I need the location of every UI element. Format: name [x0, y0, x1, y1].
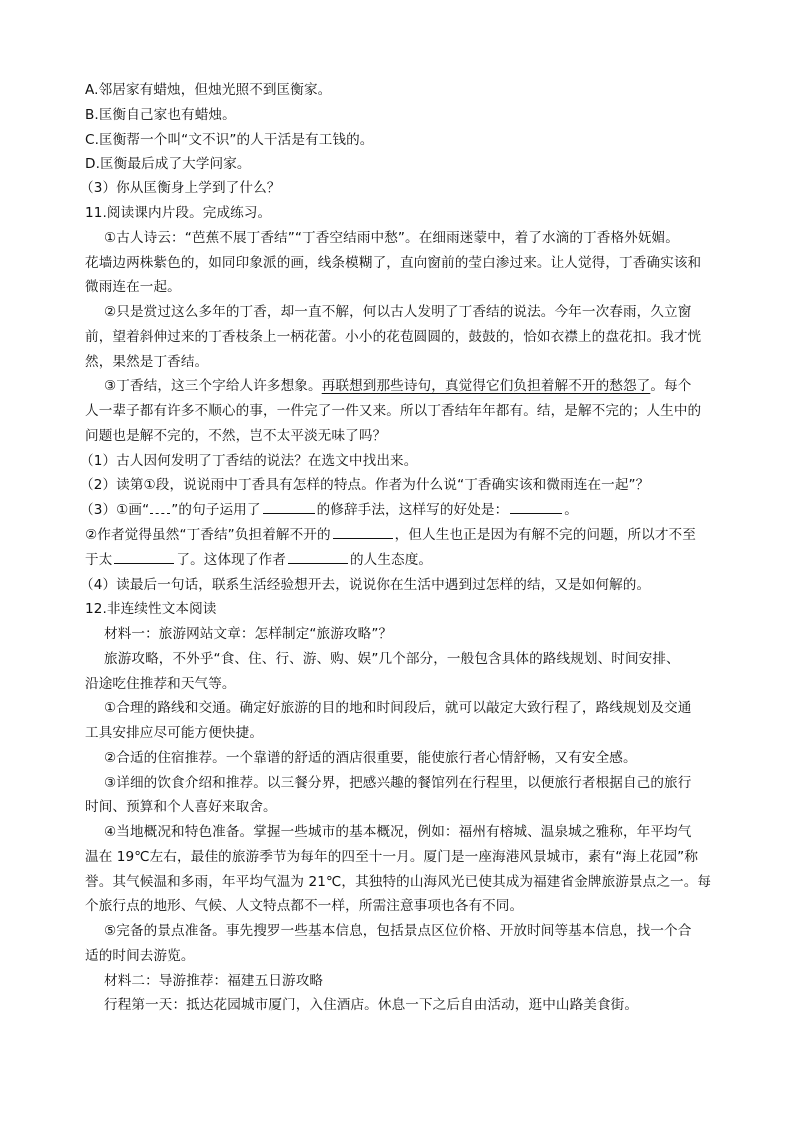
- answer-blank[interactable]: [288, 549, 348, 564]
- q11-sub3-line2: [85, 523, 696, 547]
- q12-material1-title: 材料一：旅游网站文章：怎样制定“旅游攻略”？: [104, 626, 393, 642]
- wavy-underline-mark: [150, 501, 170, 514]
- answer-blank[interactable]: [333, 524, 393, 539]
- q10-option-d: D.匡衡最后成了大学问家。: [85, 156, 251, 172]
- q11-p3-line3: 问题也是解不完的，不然，岂不太平淡无味了吗？: [85, 428, 387, 444]
- q12-title: 12.非连续性文本阅读: [85, 601, 217, 617]
- q11-sub1: （1）古人因何发明了丁香结的说法？在选文中找出来。: [80, 453, 418, 469]
- q11-p3-line2: 人一辈子都有许多不顺心的事，一件完了一件又来。所以丁香结年年都有。结，是解不完的；人生中的: [85, 403, 702, 419]
- q11-sub4: （4）读最后一句话，联系生活经验想开去，说说你在生活中遇到过怎样的结，又是如何解的。: [80, 577, 651, 593]
- q10-option-b: B.匡衡自己家也有蜡烛。: [85, 107, 236, 123]
- q11-p2-line2: 前，望着斜伸过来的丁香枝条上一柄花蕾。小小的花苞圆圆的，鼓鼓的，恰如衣襟上的盘花扣。我才恍: [85, 329, 702, 345]
- q10-option-a: A.邻居家有蜡烛，但烛光照不到匡衡家。: [85, 82, 332, 98]
- q12-p5-line1: ⑤完备的景点准备。事先搜罗一些基本信息，包括景点区位价格、开放时间等基本信息，找一个合: [104, 923, 692, 939]
- q11-p3-post: 。每个: [650, 378, 692, 394]
- q11-sub3-line3: [85, 548, 432, 572]
- q11-sub3-3-text-a: 于太: [85, 552, 113, 568]
- q11-p3-underlined-sentence: 再联想到那些诗句，真觉得它们负担着解不开的愁怨了: [321, 378, 651, 394]
- q12-p2: ②合适的住宿推荐。一个靠谱的舒适的酒店很重要，能使旅行者心情舒畅，又有安全感。: [104, 750, 637, 766]
- q11-sub3-text-d: 。: [564, 502, 578, 518]
- q11-sub3-3-text-b: 了。这体现了作者: [176, 552, 286, 568]
- q12-p4-line3: 誉。其气候温和多雨，年平均气温为 21℃，其独特的山海风光已使其成为福建省金牌旅游景点之一。每: [85, 874, 712, 890]
- q12-p1-line1: ①合理的路线和交通。确定好旅游的目的地和时间段后，就可以敲定大致行程了，路线规划及交通: [104, 700, 692, 716]
- q12-p3-line1: ③详细的饮食介绍和推荐。以三餐分界，把感兴趣的餐馆列在行程里，以便旅行者根据自己的旅行: [104, 775, 692, 791]
- q11-sub3-text-b: ”的句子运用了: [171, 502, 261, 518]
- q11-title: 11.阅读课内片段。完成练习。: [85, 205, 272, 221]
- q12-p5-line2: 适的时间去游览。: [85, 948, 195, 964]
- q12-material2-title: 材料二：导游推荐：福建五日游攻略: [104, 973, 324, 989]
- answer-blank[interactable]: [510, 499, 562, 514]
- q12-intro-line1: 旅游攻略，不外乎“食、住、行、游、购、娱”几个部分，一般包含具体的路线规划、时间安排、: [104, 651, 680, 667]
- q11-sub2: （2）读第①段，说说雨中丁香具有怎样的特点。作者为什么说“丁香确实该和微雨连在一起”？: [80, 477, 650, 493]
- q11-sub3-text-a: （3）①画“: [80, 502, 150, 518]
- q11-p2-line1: ②只是赏过这么多年的丁香，却一直不解，何以古人发明了丁香结的说法。今年一次春雨，久立窗: [104, 304, 692, 320]
- q11-sub3-text-c: 的修辞手法，这样写的好处是：: [316, 502, 509, 518]
- q11-sub3-line1: [80, 498, 578, 522]
- q11-sub3-2-text-a: ②作者觉得虽然“丁香结”负担着解不开的: [85, 527, 331, 543]
- q12-p1-line2: 工具安排应尽可能方便快捷。: [85, 725, 264, 741]
- q11-p1-line3: 微雨连在一起。: [85, 279, 181, 295]
- q10-option-c: C.匡衡帮一个叫“文不识”的人干活是有工钱的。: [85, 132, 374, 148]
- q11-p1-line1: ①古人诗云：“芭蕉不展丁香结”“丁香空结雨中愁”。在细雨迷蒙中，着了水滴的丁香格外妩媚。: [104, 230, 679, 246]
- q12-p4-line1: ④当地概况和特色准备。掌握一些城市的基本概况，例如：福州有榕城、温泉城之雅称，年平均气: [104, 824, 692, 840]
- q11-sub3-3-text-c: 的人生态度。: [349, 552, 433, 568]
- q12-p4-line4: 个旅行点的地形、气候、人文特点都不一样，所需注意事项也各有不同。: [85, 898, 524, 914]
- q11-p3-line1: [104, 374, 691, 398]
- q11-p3-pre: ③丁香结，这三个字给人许多想象。: [104, 378, 322, 394]
- q12-p3-line2: 时间、预算和个人喜好来取舍。: [85, 799, 277, 815]
- q12-day1: 行程第一天：抵达花园城市厦门，入住酒店。休息一下之后自由活动，逛中山路美食街。: [104, 997, 639, 1013]
- q10-sub3: （3）你从匡衡身上学到了什么？: [80, 180, 281, 196]
- q12-intro-line2: 沿途吃住推荐和天气等。: [85, 676, 236, 692]
- answer-blank[interactable]: [114, 549, 174, 564]
- q11-sub3-2-text-b: ，但人生也正是因为有解不完的问题，所以才不至: [394, 527, 696, 543]
- q12-p4-line2: 温在 19℃左右，最佳的旅游季节为每年的四至十一月。厦门是一座海港风景城市，素有“海上花园”称: [85, 849, 699, 865]
- q11-p1-line2: 花墙边两株紫色的，如同印象派的画，线条模糊了，直向窗前的莹白渗过来。让人觉得，丁香确实该和: [85, 255, 702, 271]
- q11-p2-line3: 然，果然是丁香结。: [85, 354, 209, 370]
- answer-blank[interactable]: [263, 499, 315, 514]
